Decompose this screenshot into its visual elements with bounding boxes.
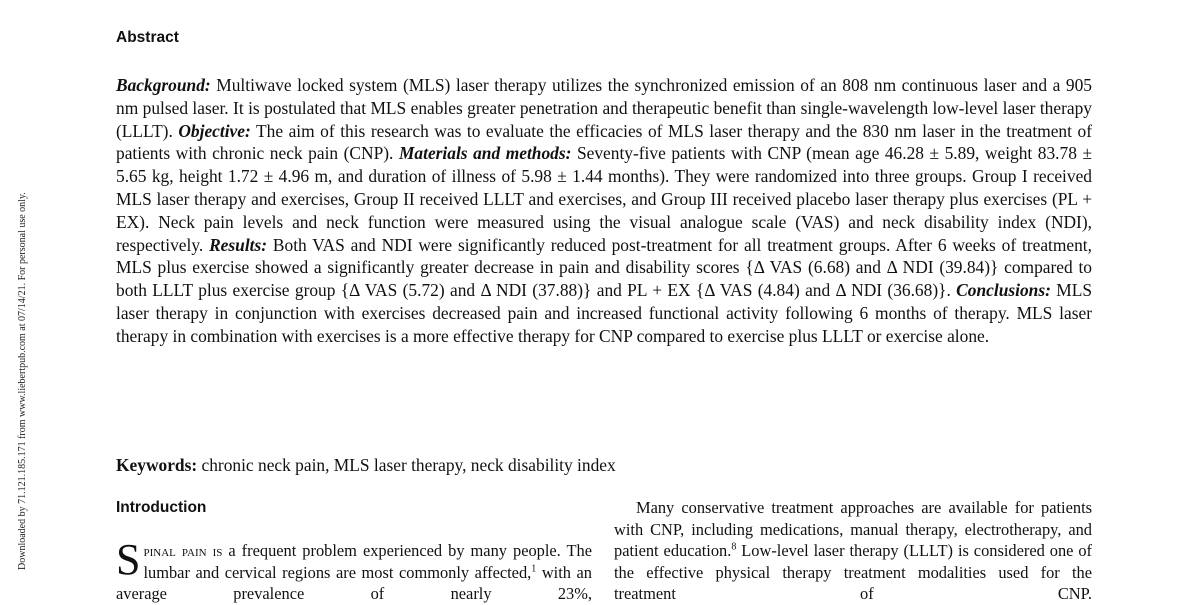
objective-label: Objective: — [178, 120, 251, 141]
download-watermark — [14, 40, 32, 570]
objective-text: The aim of this research was to evaluate the efficacies of MLS laser therapy and the 830 nm laser in the treatment of patients with chronic neck pain (CNP). — [116, 120, 1092, 164]
download-note: Downloaded by 71.121.185.171 from www.liebertpub.com at 07/14/21. For personal use only. — [17, 192, 28, 570]
intro-left-text: a frequent problem experienced by many people. The lumbar and cervical regions are most commonly affected, — [143, 541, 592, 582]
introduction-left-column — [116, 535, 592, 605]
background-text: Multiwave locked system (MLS) laser therapy utilizes the synchronized emission of an 808 nm continuous laser and a 905 nm pulsed laser. It is postulated that MLS enables greater penetration and therapeutic benefit than single-wavelength low-level laser therapy (LLLT). — [116, 75, 1092, 141]
background-label: Background: — [116, 75, 211, 95]
keywords — [116, 454, 1092, 476]
citation-ref: 1 — [531, 563, 537, 575]
abstract-heading: Abstract — [116, 29, 179, 46]
abstract-body — [116, 74, 1092, 348]
keywords-label: Keywords: — [116, 455, 198, 475]
drop-cap: S — [116, 535, 141, 584]
conclusions-text: MLS laser therapy in conjunction with exercises decreased pain and increased functional activity following 6 months of therapy. MLS laser therapy in combination with exercises is a more effective therapy for CNP compared to exercise plus LLLT or exercise alone. — [116, 280, 1093, 346]
results-label: Results: — [209, 234, 268, 255]
results-text: Both VAS and NDI were significantly reduced post-treatment for all treatment groups. After 6 weeks of treatment, MLS plus exercise showed a significantly greater decrease in pain and disability scores {Δ VAS (6.68) and Δ NDI (39.84)} compared to both LLLT plus exercise group {Δ VAS (5.72) and Δ NDI (37.88)} and PL + EX {Δ VAS (4.84) and Δ NDI (36.68)}. — [116, 234, 1092, 301]
conclusions-label: Conclusions: — [956, 280, 1051, 301]
citation-ref: 8 — [731, 541, 737, 553]
keywords-text: chronic neck pain, MLS laser therapy, neck disability index — [197, 455, 616, 475]
methods-label: Materials and methods: — [398, 143, 572, 164]
intro-left-text-cont: with an average prevalence of nearly 23%, — [116, 562, 592, 603]
methods-text: Seventy-five patients with CNP (mean age 46.28 ± 5.89, weight 83.78 ± 5.65 kg, height 1.72 ± 4.96 m, and duration of illness of 5.98 ± 1.44 months). They were randomized into three groups. Group I received MLS laser therapy and exercises, Group II received LLLT and exercises, and Group III received placebo laser therapy plus exercises (PL + EX). Neck pain levels and neck function were measured using the visual analogue scale (VAS) and neck disability index (NDI), respectively. — [116, 143, 1093, 255]
introduction-right-column — [614, 497, 1092, 605]
introduction-heading: Introduction — [116, 499, 207, 516]
intro-right-text: Many conservative treatment approaches are available for patients with CNP, including medications, manual therapy, electrotherapy, and patient education. — [614, 498, 1092, 560]
intro-right-text-cont: Low-level laser therapy (LLLT) is considered one of the effective physical therapy treatment modalities used for the treatment of CNP. — [614, 541, 1093, 603]
intro-smallcaps: pinal pain is — [143, 541, 223, 560]
